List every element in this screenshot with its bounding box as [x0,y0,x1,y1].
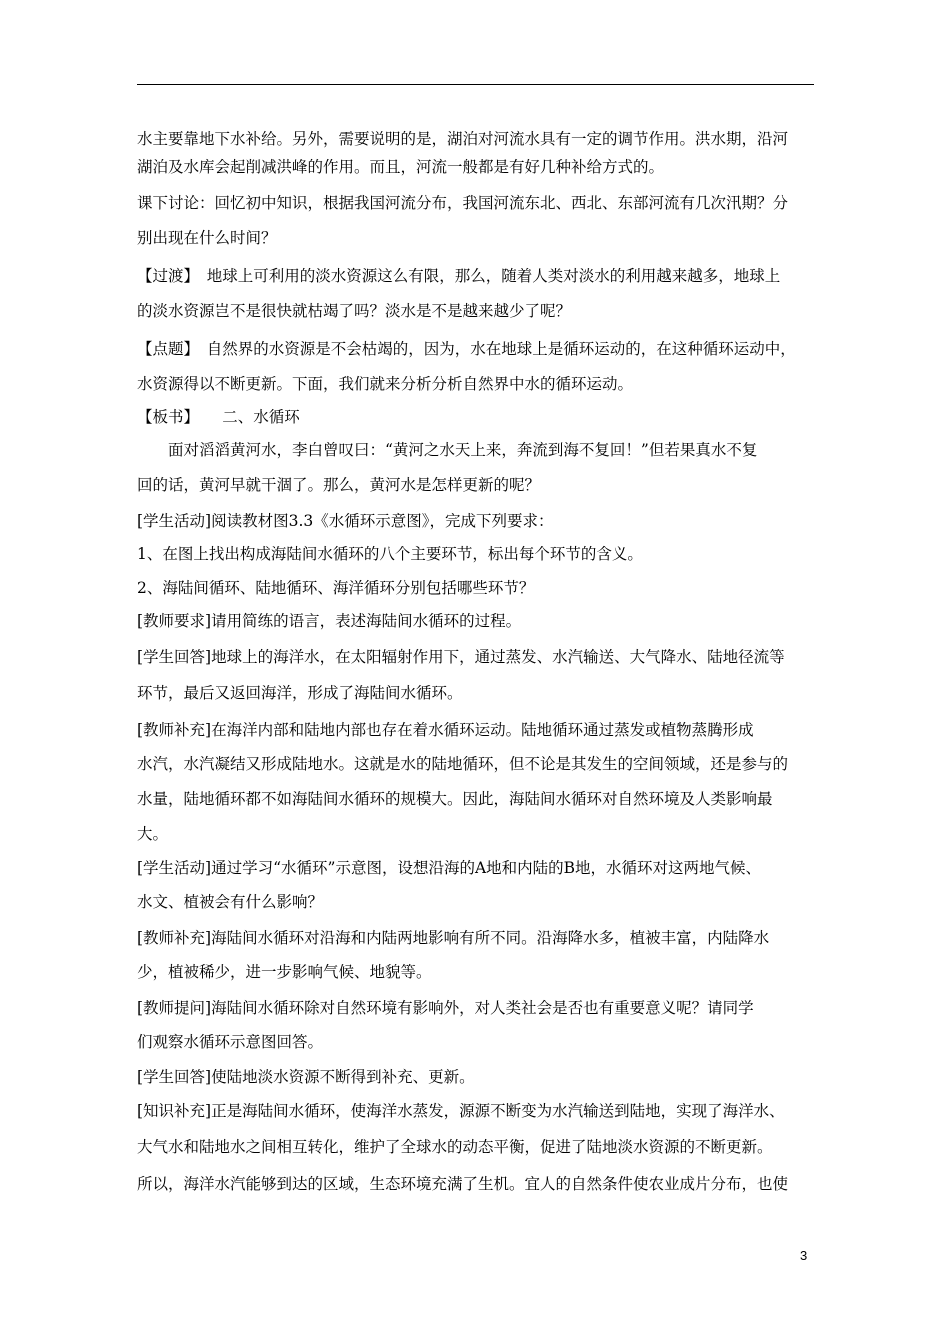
header-rule [137,84,814,85]
text-line: 水资源得以不断更新。下面，我们就来分析分析自然界中水的循环运动。 [137,375,634,393]
text-line: 大气水和陆地水之间相互转化，维护了全球水的动态平衡，促进了陆地淡水资源的不断更新。 [137,1138,773,1156]
text-line: 水汽，水汽凝结又形成陆地水。这就是水的陆地循环，但不论是其发生的空间领域，还是参与的 [137,755,789,773]
text-line: [知识补充]正是海陆间水循环，使海洋水蒸发，源源不断变为水汽输送到陆地，实现了海洋水、 [137,1102,785,1120]
text-line: 所以，海洋水汽能够到达的区域，生态环境充满了生机。宜人的自然条件使农业成片分布，也使 [137,1175,789,1193]
page-number: 3 [800,1248,808,1263]
text-line: 大。 [137,825,169,843]
text-line: [教师补充]在海洋内部和陆地内部也存在着水循环运动。陆地循环通过蒸发或植物蒸腾形成 [137,721,754,739]
text-line: [教师补充]海陆间水循环对沿海和内陆两地影响有所不同。沿海降水多，植被丰富，内陆降水 [137,929,770,947]
text-line: [学生回答]使陆地淡水资源不断得到补充、更新。 [137,1068,475,1086]
text-line: 水量，陆地循环都不如海陆间水循环的规模大。因此，海陆间水循环对自然环境及人类影响最 [137,790,773,808]
text-line: 环节，最后又返回海洋，形成了海陆间水循环。 [137,684,463,702]
text-line: [学生活动]通过学习“水循环”示意图，设想沿海的A地和内陆的B地，水循环对这两地气候、 [137,859,762,877]
text-line: [学生活动]阅读教材图3.3《水循环示意图》，完成下列要求： [137,512,554,530]
text-line: 水文、植被会有什么影响？ [137,893,324,911]
text-line: [教师提问]海陆间水循环除对自然环境有影响外，对人类社会是否也有重要意义呢？请同学 [137,999,754,1017]
text-line: 少，植被稀少，进一步影响气候、地貌等。 [137,963,432,981]
text-line: 水主要靠地下水补给。另外，需要说明的是，湖泊对河流水具有一定的调节作用。洪水期，沿河 [137,130,789,148]
text-line: 【板书】 二、水循环 [137,408,300,426]
text-line: [学生回答]地球上的海洋水，在太阳辐射作用下，通过蒸发、水汽输送、大气降水、陆地径流等 [137,648,785,666]
text-line: 1、在图上找出构成海陆间水循环的八个主要环节，标出每个环节的含义。 [137,545,643,563]
text-line: 回的话，黄河早就干涸了。那么，黄河水是怎样更新的呢？ [137,476,541,494]
text-line: 面对滔滔黄河水，李白曾叹曰：“黄河之水天上来，奔流到海不复回！”但若果真水不复 [137,441,758,459]
text-line: 课下讨论：回忆初中知识，根据我国河流分布，我国河流东北、西北、东部河流有几次汛期？分 [137,194,789,212]
text-line: 别出现在什么时间？ [137,229,277,247]
text-line: 【点题】 自然界的水资源是不会枯竭的，因为，水在地球上是循环运动的，在这种循环运动中， [137,340,796,358]
text-line: 【过渡】 地球上可利用的淡水资源这么有限，那么，随着人类对淡水的利用越来越多，地球上 [137,267,781,285]
text-line: [教师要求]请用简练的语言，表述海陆间水循环的过程。 [137,612,522,630]
text-line: 的淡水资源岂不是很快就枯竭了吗？淡水是不是越来越少了呢？ [137,302,572,320]
text-line: 2、海陆间循环、陆地循环、海洋循环分别包括哪些环节？ [137,579,535,597]
text-line: 湖泊及水库会起削减洪峰的作用。而且，河流一般都是有好几种补给方式的。 [137,158,665,176]
text-line: 们观察水循环示意图回答。 [137,1033,324,1051]
